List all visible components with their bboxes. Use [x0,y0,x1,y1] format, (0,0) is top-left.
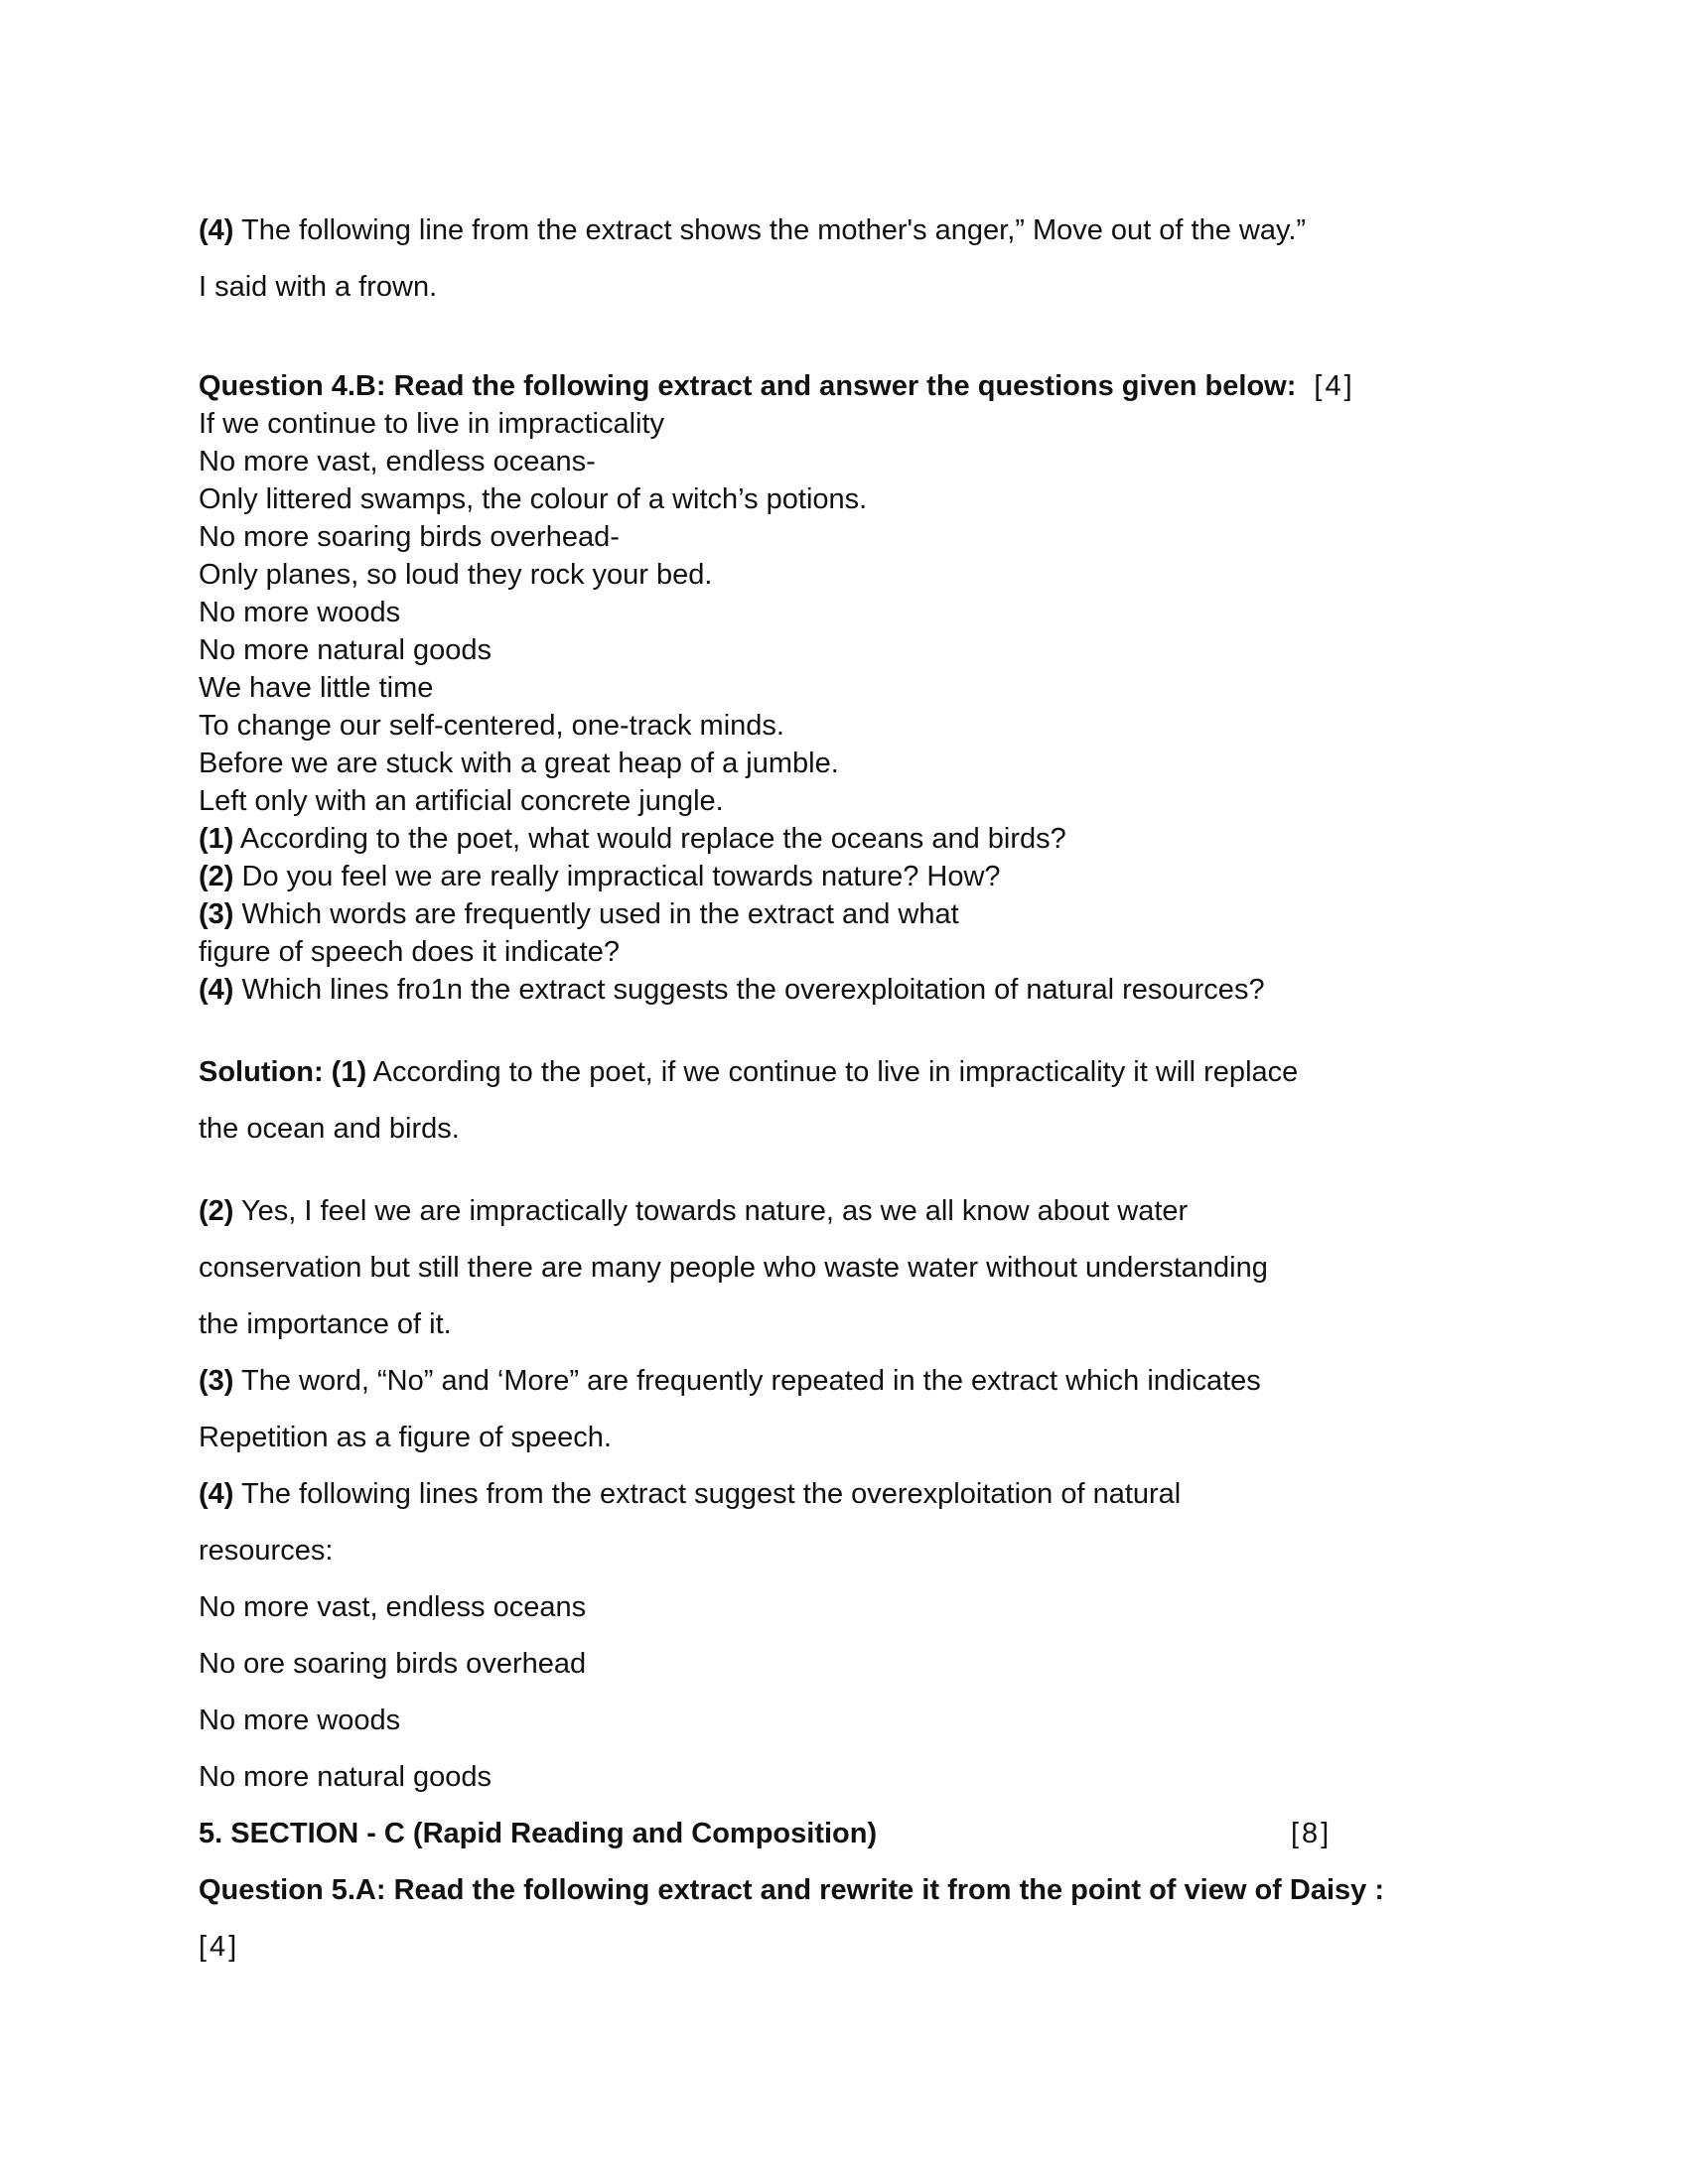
extract-line: No more vast, endless oceans- [199,446,596,478]
solution-line [199,1693,1519,1749]
solution-text: No more natural goods [199,1761,492,1793]
sub-question-text: Which words are frequently used in the extract and what [241,898,959,930]
solution-text: Yes, I feel we are impractically towards nature, as we all know about water [241,1195,1189,1227]
solution-line [199,1353,1519,1410]
solution-text: No more vast, endless oceans [199,1591,587,1623]
solution-text: the importance of it. [199,1308,452,1340]
extract-line: We have little time [199,672,434,704]
answer-prev-text: The following line from the extract shows the mother's anger,” Move out of the way.” [241,214,1307,246]
solution-line [199,1466,1519,1523]
extract-line: No more soaring birds overhead- [199,521,620,553]
solution-line [199,1523,1519,1579]
solution-marker: (3) [199,1365,234,1397]
sub-question-text: figure of speech does it indicate? [199,936,620,968]
sub-question-line [199,933,1519,971]
solution-text: No ore soaring birds overhead [199,1648,587,1680]
solution-line [199,1240,1519,1297]
extract-line: Before we are stuck with a great heap of a jumble. [199,748,839,779]
sub-question-marker: (2) [199,861,234,892]
solution-text: resources: [199,1535,334,1567]
answer-prev-line-2: I said with a frown. [199,271,438,303]
solution-4b-block [199,1044,1519,1976]
extract-line: Only littered swamps, the colour of a witch’s potions. [199,483,868,515]
question-5a-marks [199,1919,1519,1976]
solution-line [199,1636,1519,1693]
solution-line [199,1297,1519,1353]
question-4b-heading [199,367,1519,405]
question-4b-heading-text: Question 4.B: Read the following extract and answer the questions given below: [199,370,1297,402]
extract-line: No more natural goods [199,634,492,666]
sub-question-text: Which lines fro1n the extract suggests the overexploitation of natural resources? [241,974,1265,1006]
answer-prev-marker: (4) [199,214,234,246]
extract-line: To change our self-centered, one-track minds. [199,710,784,742]
paragraph-spacer [199,1158,1519,1183]
extract-line: No more woods [199,597,401,628]
solution-text: The following lines from the extract suggest the overexploitation of natural [241,1478,1182,1510]
section-5-marks: [8] [1291,1818,1333,1849]
solution-text: the ocean and birds. [199,1113,460,1145]
solution-line [199,1183,1519,1240]
solution-text: Repetition as a figure of speech. [199,1422,612,1453]
solution-label: Solution: (1) [199,1056,367,1088]
sub-question-line [199,820,1519,858]
sub-question-line [199,971,1519,1009]
solution-line [199,1579,1519,1636]
solution-text: conservation but still there are many people who waste water without understanding [199,1252,1268,1284]
sub-question-line [199,895,1519,933]
extract-line: If we continue to live in impracticality [199,408,665,440]
solution-text: According to the poet, if we continue to live in impracticality it will replace [372,1056,1299,1088]
sub-question-text: According to the poet, what would replace the oceans and birds? [239,823,1066,855]
solution-line [199,1044,1519,1101]
solution-marker: (2) [199,1195,234,1227]
extract-line: Left only with an artificial concrete jungle. [199,785,724,817]
question-5a-marks-text: [4] [199,1931,240,1963]
question-5a-heading [199,1862,1519,1919]
question-4b-block [199,367,1519,1009]
solution-line [199,1101,1519,1158]
section-5-heading: 5. SECTION - C (Rapid Reading and Composition) [199,1818,878,1849]
solution-line [199,1749,1519,1806]
solution-marker: (4) [199,1478,234,1510]
question-4b-marks: [4] [1314,370,1355,402]
answer-prev-paragraph [199,203,1519,316]
sub-question-marker: (4) [199,974,234,1006]
sub-question-text: Do you feel we are really impractical towards nature? How? [241,861,1001,892]
sub-question-marker: (1) [199,823,234,855]
section-5-heading-row [199,1806,1519,1862]
sub-question-line [199,858,1519,895]
sub-question-marker: (3) [199,898,234,930]
solution-text: The word, “No” and ‘More” are frequently repeated in the extract which indicates [241,1365,1261,1397]
extract-line: Only planes, so loud they rock your bed. [199,559,713,591]
solution-line [199,1410,1519,1466]
question-5a-heading-text: Question 5.A: Read the following extract and rewrite it from the point of view of Daisy : [199,1874,1384,1906]
answer-prev-line-1 [199,203,1519,259]
solution-text: No more woods [199,1705,401,1736]
